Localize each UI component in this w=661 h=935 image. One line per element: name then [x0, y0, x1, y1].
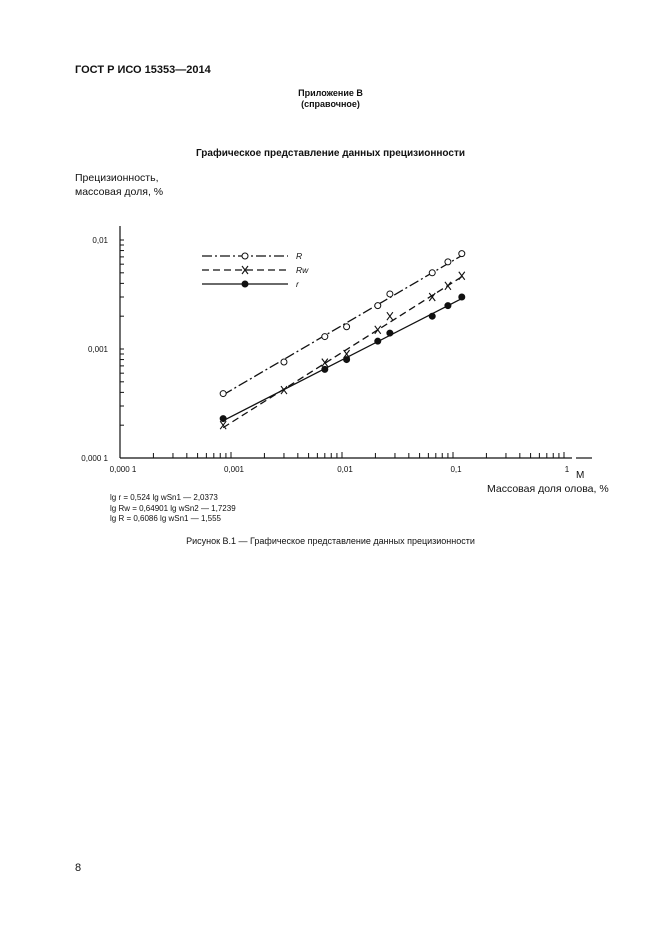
y-axis-label-line2: массовая доля, %: [75, 186, 164, 198]
figure-caption: Рисунок В.1 — Графическое представление данных прецизионности: [186, 536, 475, 546]
x-tick-label: 0,1: [450, 465, 462, 474]
legend-label-R: R: [296, 251, 303, 261]
point-Rw: [220, 421, 226, 429]
point-r: [429, 313, 435, 319]
point-R: [344, 324, 350, 330]
point-r: [322, 366, 328, 372]
point-R: [387, 291, 393, 297]
y-tick-label: 0,01: [92, 236, 108, 245]
x-tick-label: 0,000 1: [109, 465, 137, 474]
fit-line-R: [223, 256, 462, 395]
formula-R: lg R = 0,6086 lg wSn1 — 1,555: [110, 514, 221, 523]
formula-r: lg r = 0,524 lg wSn1 — 2,0373: [110, 493, 218, 502]
regression-formulas: [110, 493, 236, 525]
x-axis-label: Массовая доля олова, %: [487, 483, 609, 495]
point-r: [387, 330, 393, 336]
point-R: [459, 251, 465, 257]
point-Rw: [459, 272, 465, 280]
point-R: [281, 359, 287, 365]
point-r: [375, 338, 381, 344]
point-R: [429, 270, 435, 276]
point-r: [344, 357, 350, 363]
point-r: [220, 416, 226, 422]
legend-marker-r: [242, 281, 248, 287]
annex-title: Приложение В: [298, 88, 363, 98]
legend-label-r: r: [296, 279, 299, 289]
fit-line-Rw: [223, 277, 462, 428]
chart-marks: [220, 251, 465, 430]
chart-legend: [202, 251, 309, 289]
x-axis-letter: M: [576, 470, 585, 481]
point-Rw: [375, 326, 381, 334]
fit-line-r: [223, 299, 462, 421]
point-r: [445, 303, 451, 309]
y-axis-label-line1: Прецизионность,: [75, 172, 159, 184]
point-R: [322, 334, 328, 340]
x-tick-label: 1: [564, 465, 570, 474]
y-tick-label: 0,001: [87, 345, 108, 354]
legend-label-Rw: Rw: [296, 265, 309, 275]
formula-rw: lg Rw = 0,64901 lg wSn2 — 1,7239: [110, 503, 236, 513]
point-R: [375, 303, 381, 309]
chart-title: Графическое представление данных прецизионности: [195, 148, 465, 159]
point-R: [220, 391, 226, 397]
document-header: ГОСТ Р ИСО 15353—2014: [75, 64, 211, 76]
x-tick-label: 0,01: [337, 465, 353, 474]
x-tick-label: 0,001: [223, 465, 245, 474]
legend-marker-R: [242, 253, 248, 259]
page-number: 8: [75, 862, 82, 874]
point-r: [459, 294, 465, 300]
point-R: [445, 259, 451, 265]
chart-axes: [81, 226, 592, 481]
annex-subtitle: (справочное): [301, 99, 360, 109]
point-Rw: [387, 312, 393, 320]
y-tick-label: 0,000 1: [81, 454, 108, 463]
point-Rw: [445, 282, 451, 290]
